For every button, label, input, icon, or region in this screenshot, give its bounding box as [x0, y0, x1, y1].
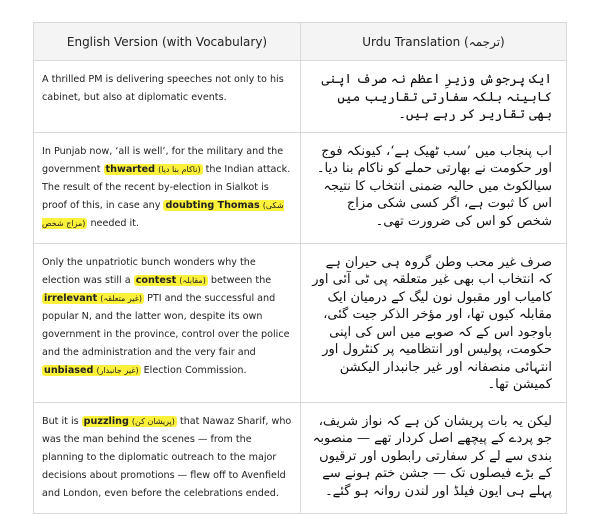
table-row	[34, 402, 567, 513]
english-text: In Punjab now, ‘all is well’, for the military and the government	[42, 145, 284, 175]
urdu-cell: صرف غیر محب وطن گروہ ہی حیران ہے کہ انتخاب اب بھی غیر متعلقہ پی ٹی آئی اور کامیاب اور مقبول نون لیگ کے درمیان ایک مقابلہ کیوں تھا، اور مؤخر الذکر جیت گئی، باوجود اس کے کہ صوبے میں اس کی اپنی حکومت، پولیس اور انتظامیہ پر کنٹرول اور انتہائی منصفانہ اور غیر جانبدار الیکشن کمیشن تھا۔	[301, 243, 567, 402]
table-header-row	[34, 23, 567, 61]
table-row	[34, 132, 567, 243]
translation-table-container	[33, 22, 566, 514]
vocabulary-highlight	[42, 365, 141, 376]
translation-table	[33, 22, 567, 514]
english-cell	[34, 132, 301, 243]
english-text: that Nawaz Sharif, who was the man behind the scenes — from the planning to the diplomatic outreach to the major decisions about promotions — flew off to Avenfield and London, even before the celebrations ended.	[42, 415, 292, 499]
urdu-cell: اب پنجاب میں ’سب ٹھیک ہے‘، کیونکہ فوج اور حکومت نے بھارتی حملے کو ناکام بنا دیا۔ سیالکوٹ میں حالیہ ضمنی انتخاب کا نتیجہ اس کا ثبوت ہے، اگر کسی شکی مزاج شخص کو اس کی ضرورت تھی۔	[301, 132, 567, 243]
english-cell	[34, 61, 301, 133]
vocabulary-highlight	[42, 293, 144, 304]
vocabulary-word: doubting Thomas	[165, 199, 260, 211]
english-text: needed it.	[87, 217, 139, 229]
vocabulary-gloss: (غیر متعلقہ)	[100, 293, 143, 303]
vocabulary-highlight	[82, 416, 177, 427]
english-cell	[34, 243, 301, 402]
english-text: But it is	[42, 415, 82, 427]
vocabulary-word: unbiased	[44, 364, 94, 376]
vocabulary-word: thwarted	[105, 163, 155, 175]
english-text: PTI and the successful and popular N, and the latter won, despite its own government in the province, control over the police and the administration and the very fair and	[42, 292, 290, 358]
vocabulary-word: contest	[135, 274, 177, 286]
english-text: Election Commission.	[140, 364, 247, 376]
urdu-column-header: Urdu Translation (ترجمہ)	[301, 23, 567, 61]
vocabulary-gloss: (شکی مزاج شخص)	[42, 200, 284, 228]
urdu-cell: ایک پرجوش وزیرِ اعظم نہ صرف اپنی کابینہ بلکہ سفارتی تقاریب میں بھی تقاریر کر رہے ہیں۔	[301, 61, 567, 133]
table-row	[34, 243, 567, 402]
vocabulary-word: irrelevant	[44, 292, 98, 304]
vocabulary-gloss: (ناکام بنا دیا)	[158, 164, 201, 174]
vocabulary-gloss: (پریشان کن)	[131, 416, 175, 426]
vocabulary-gloss: (غیر جانبدار)	[96, 365, 139, 375]
english-text: Only the unpatriotic bunch wonders why the election was still a	[42, 256, 256, 286]
vocabulary-gloss: (مقابلہ)	[179, 275, 206, 285]
english-text: A thrilled PM is delivering speeches not only to his cabinet, but also at diplomatic events.	[42, 74, 284, 103]
urdu-cell: لیکن یہ بات پریشان کن ہے کہ نواز شریف، جو پردے کے پیچھے اصل کردار تھے — منصوبہ بندی سے لے کر سفارتی رابطوں اور ترقیوں کے بڑے فیصلوں تک — جشن ختم ہونے سے پہلے ہی ایون فیلڈ اور لندن روانہ ہو گئے۔	[301, 402, 567, 513]
vocabulary-word: puzzling	[83, 415, 129, 427]
english-column-header: English Version (with Vocabulary)	[34, 23, 301, 61]
english-text: the Indian attack. The result of the recent by-election in Sialkot is proof of this, in case any	[42, 163, 291, 211]
english-cell	[34, 402, 301, 513]
english-text: between the	[207, 274, 272, 286]
vocabulary-highlight	[104, 164, 203, 175]
table-row	[34, 61, 567, 133]
vocabulary-highlight	[134, 275, 208, 286]
